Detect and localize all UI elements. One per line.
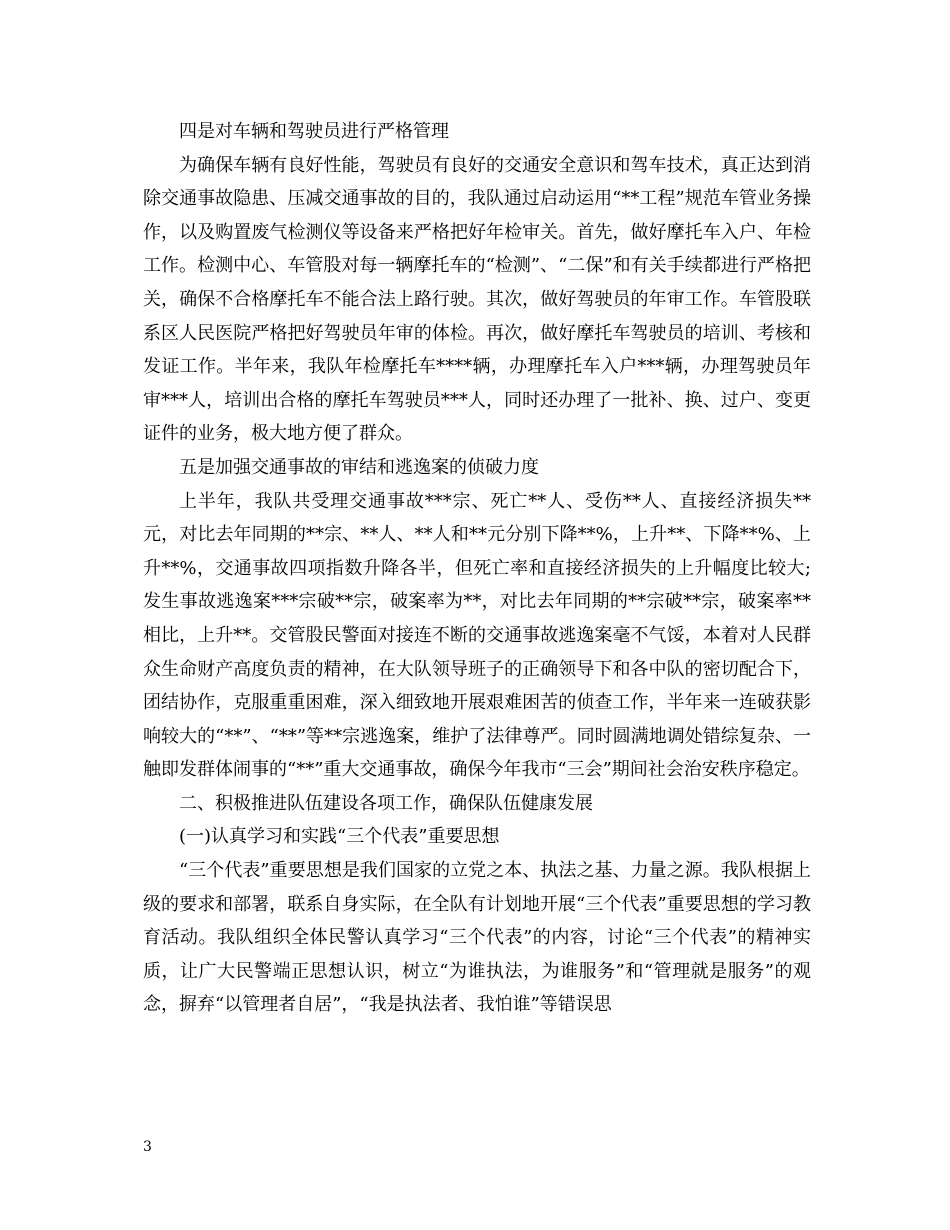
- subsection-heading-three-represents: (一)认真学习和实践“三个代表”重要思想: [179, 826, 500, 848]
- body-paragraph-accident-statistics: 上半年，我队共受理交通事故***宗、死亡**人、受伤**人、直接经济损失**元，对比去年同期的**宗、**人、**人和**元分别下降**%，上升**、下降**%、上升**%，交通事故四项指数升降各半，但死亡率和直接经济损失的上升幅度比较大;发生事故逃逸案***宗破**宗，破案率为**，对比去年同期的**宗破**宗，破案率**相比，上升**。交管股民警面对接连不断的交通事故逃逸案毫不气馁，本着对人民群众生命财产高度负责的精神，在大队领导班子的正确领导下和各中队的密切配合下，团结协作，克服重重困难，深入细致地开展艰难困苦的侦查工作，半年来一连破获影响较大的“**”、“**”等**宗逃逸案，维护了法律尊严。同时圆满地调处错综复杂、一触即发群体闹事的“**”重大交通事故，确保今年我市“三会”期间社会治安秩序稳定。: [143, 490, 811, 781]
- section-heading-team-building: 二、积极推进队伍建设各项工作，确保队伍健康发展: [179, 792, 593, 814]
- section-heading-accident-investigation: 五是加强交通事故的审结和逃逸案的侦破力度: [179, 456, 539, 478]
- section-heading-vehicle-management: 四是对车辆和驾驶员进行严格管理: [179, 121, 449, 142]
- document-body: [143, 115, 811, 1022]
- body-paragraph-three-represents: “三个代表”重要思想是我们国家的立党之本、执法之基、力量之源。我队根据上级的要求和部署，联系自身实际，在全队有计划地开展“三个代表”重要思想的学习教育活动。我队组织全体民警认真学习“三个代表”的内容，讨论“三个代表”的精神实质，让广大民警端正思想认识，树立“为谁执法，为谁服务”和“管理就是服务”的观念，摒弃“以管理者自居”，“我是执法者、我怕谁”等错误思: [143, 860, 811, 1016]
- body-paragraph-vehicle-management: 为确保车辆有良好性能，驾驶员有良好的交通安全意识和驾车技术，真正达到消除交通事故隐患、压减交通事故的目的，我队通过启动运用“**工程”规范车管业务操作，以及购置废气检测仪等设备来严格把好年检审关。首先，做好摩托车入户、年检工作。检测中心、车管股对每一辆摩托车的“检测”、“二保”和有关手续都进行严格把关，确保不合格摩托车不能合法上路行驶。其次，做好驾驶员的年审工作。车管股联系区人民医院严格把好驾驶员年审的体检。再次，做好摩托车驾驶员的培训、考核和发证工作。半年来，我队年检摩托车****辆，办理摩托车入户***辆，办理驾驶员年审***人，培训出合格的摩托车驾驶员***人，同时还办理了一批补、换、过户、变更证件的业务，极大地方便了群众。: [143, 154, 811, 445]
- page-number: 3: [143, 1139, 152, 1155]
